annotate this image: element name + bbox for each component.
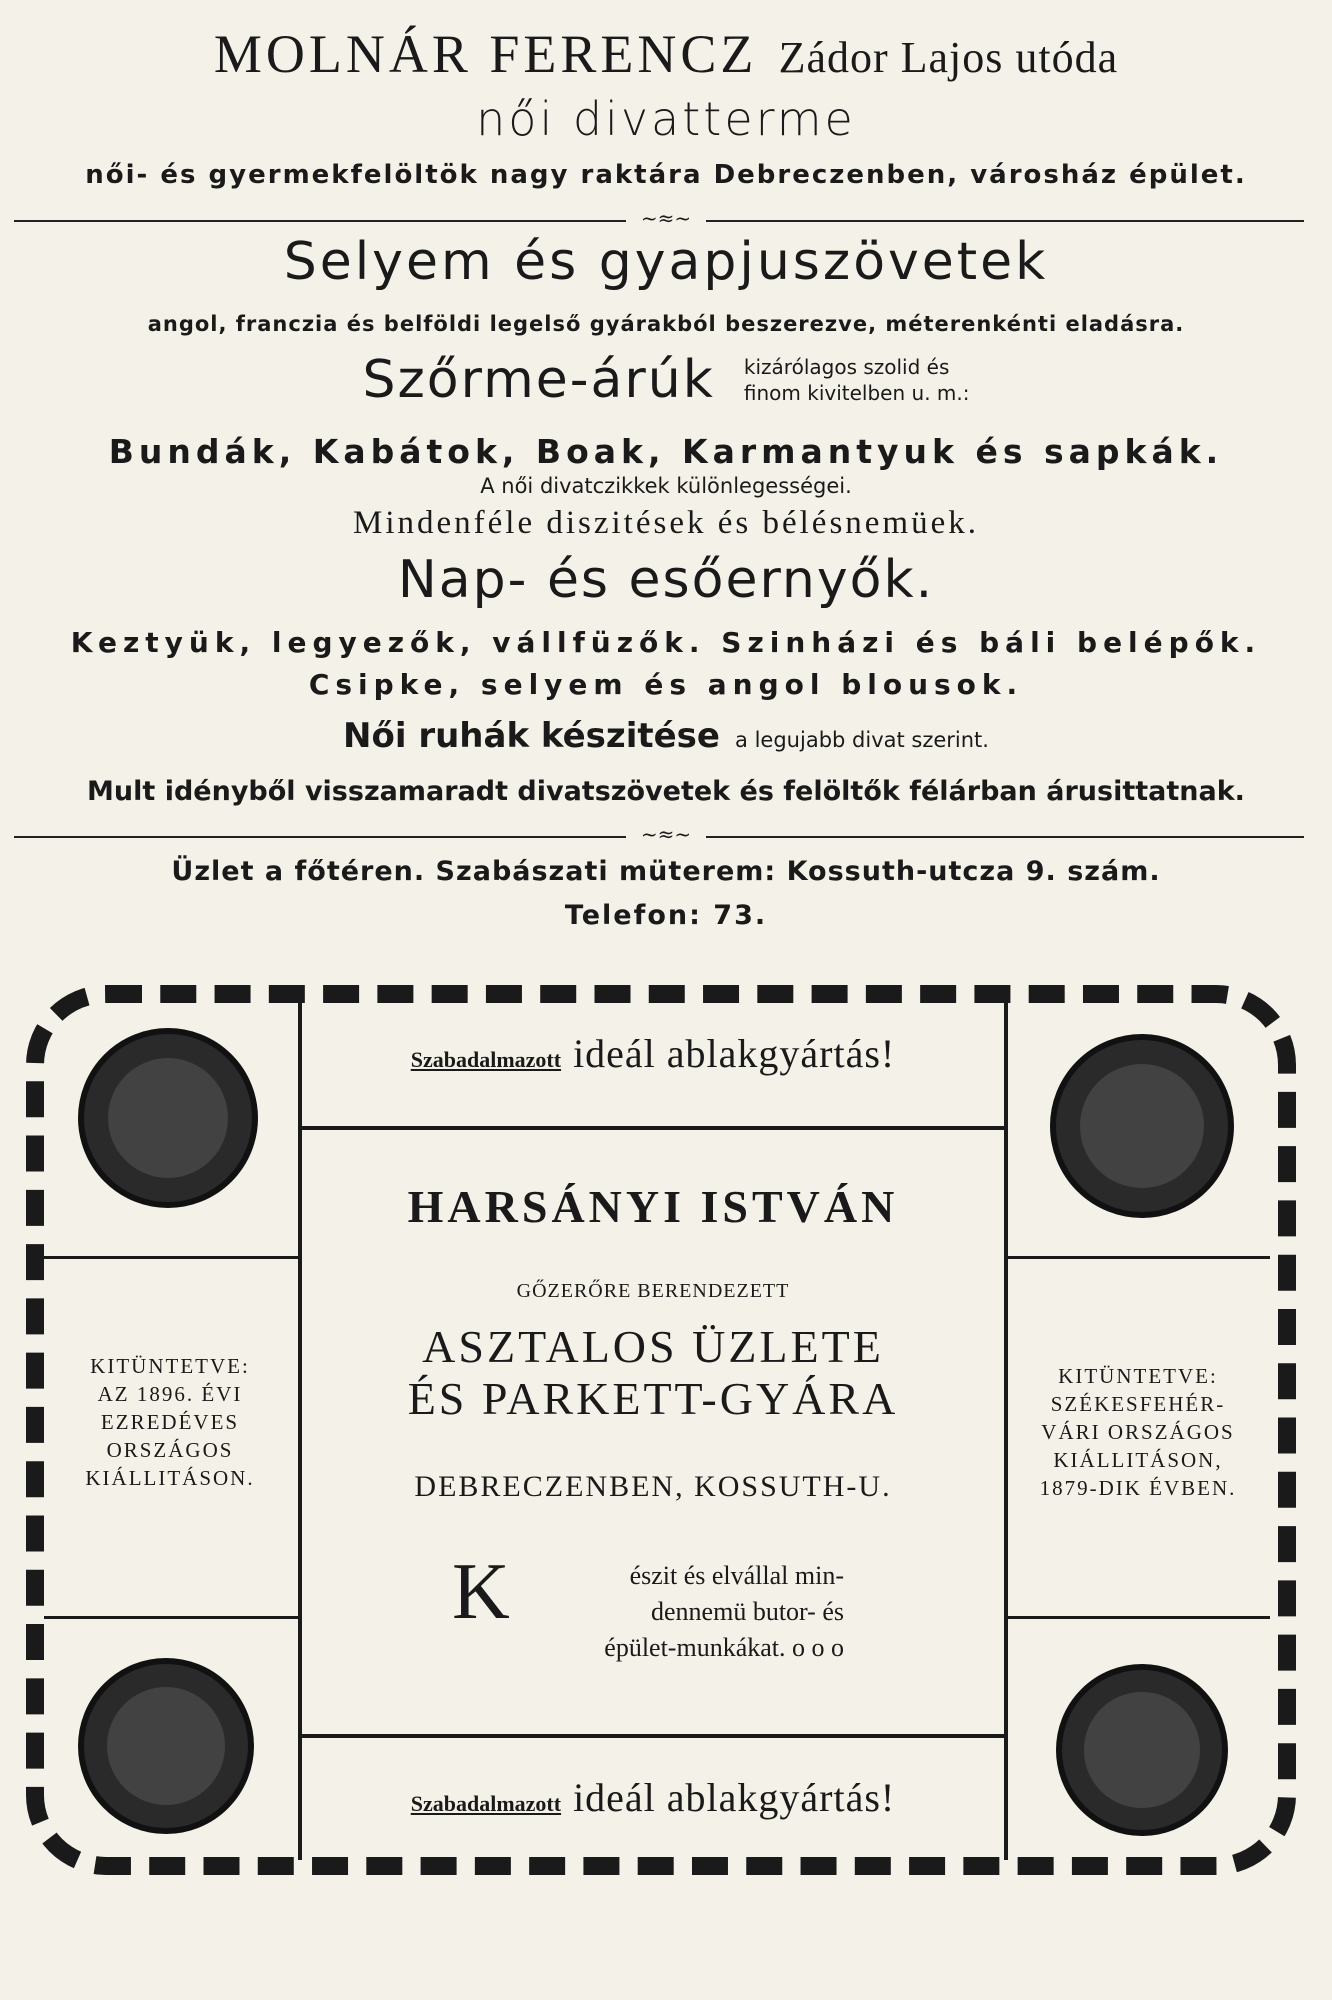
drop-cap: K [452,1548,510,1636]
left-award-line: EZREDÉVES [100,1410,240,1434]
left-award-line: KIÁLLITÁSON. [85,1466,255,1490]
top-banner-divider [298,1126,1008,1130]
left-upper-divider [44,1256,300,1259]
steam-powered: GŐZERŐRE BERENDEZETT [516,1280,790,1302]
right-award-line: 1879-DIK ÉVBEN. [1039,1476,1237,1500]
fur-note-line-1: kizárólagos szolid és [743,355,950,379]
right-award-line: KIÁLLITÁSON, [1053,1448,1223,1472]
right-award [1006,1362,1270,1502]
bottom-banner [302,1774,1004,1821]
company-name: HARSÁNYI ISTVÁN [407,1181,899,1232]
trimmings: Mindenféle diszitések és bélésnemüek. [353,505,979,541]
medal-city-image [78,1658,254,1834]
dresses-rest: a legujabb divat szerint. [735,728,989,752]
dresses-line [0,716,1332,756]
left-lower-divider [44,1616,300,1619]
fur-items: Bundák, Kabátok, Boak, Karmantyuk és sapkák. [108,432,1224,471]
heading-umbrellas: Nap- és esőernyők. [397,550,935,610]
offer-line-1: észit és elvállal min- [629,1561,844,1590]
divider-ornament: ~≈~ [626,206,706,230]
fur-note [744,354,970,406]
left-award-line: AZ 1896. ÉVI [97,1382,243,1406]
bottom-banner-large: ideál ablakgyártás! [573,1775,896,1820]
right-lower-divider [1006,1616,1270,1619]
header-successor: Zádor Lajos utóda [778,33,1119,82]
gloves-line: Keztyük, legyezők, vállfüzők. Szinházi és báli belépők. [70,626,1262,659]
heading-silk: Selyem és gyapjuszövetek [283,232,1049,292]
top-banner-small: Szabadalmazott [410,1047,562,1072]
silk-description: angol, franczia és belföldi legelső gyárakból beszerezve, méterenkénti eladásra. [147,312,1185,336]
right-award-line: KITÜNTETVE: [1058,1364,1218,1388]
business-line-1: ASZTALOS ÜZLETE [422,1321,884,1372]
lace-line: Csipke, selyem és angol blousok. [308,668,1024,701]
subtitle: női divatterme [476,92,856,146]
left-award [40,1352,300,1492]
right-upper-divider [1006,1256,1270,1259]
subline: női- és gyermekfelöltök nagy raktára Debreczenben, városház épület. [85,160,1247,190]
location: DEBRECZENBEN, KOSSUTH-U. [414,1470,892,1503]
right-award-line: SZÉKESFEHÉR- [1050,1392,1226,1416]
top-banner-large: ideál ablakgyártás! [573,1031,896,1076]
specialties: A női divatczikkek különlegességei. [480,474,852,498]
medal-1879-image [1056,1664,1228,1836]
divider-ornament-2: ~≈~ [626,822,706,846]
medal-1896-image [78,1028,258,1208]
fur-note-line-2: finom kivitelben u. m.: [743,381,970,405]
header-name: MOLNÁR FERENCZ [213,24,758,84]
telephone: Telefon: 73. [564,900,768,931]
offer-line-2: dennemü butor- és [651,1597,844,1626]
bottom-banner-divider [298,1734,1008,1738]
header-line [0,22,1332,85]
bottom-banner-small: Szabadalmazott [410,1791,562,1816]
dresses-bold: Női ruhák készitése [343,716,720,756]
offer-line-3: épület-munkákat. o o o [604,1633,844,1662]
offer-block [452,1548,872,1688]
business-line-2: ÉS PARKETT-GYÁRA [407,1373,899,1424]
right-award-line: VÁRI ORSZÁGOS [1041,1420,1235,1444]
fur-line [0,350,1332,420]
medal-millennium-image [1050,1034,1234,1218]
top-banner [302,1030,1004,1077]
left-award-line: ORSZÁGOS [106,1438,234,1462]
left-award-line: KITÜNTETVE: [90,1354,250,1378]
heading-fur: Szőrme-árúk [362,350,715,410]
last-season: Mult idényből visszamaradt divatszövetek és felöltők félárban árusittatnak. [87,776,1245,807]
shop-address: Üzlet a főtéren. Szabászati müterem: Kossuth-utcza 9. szám. [171,856,1161,887]
